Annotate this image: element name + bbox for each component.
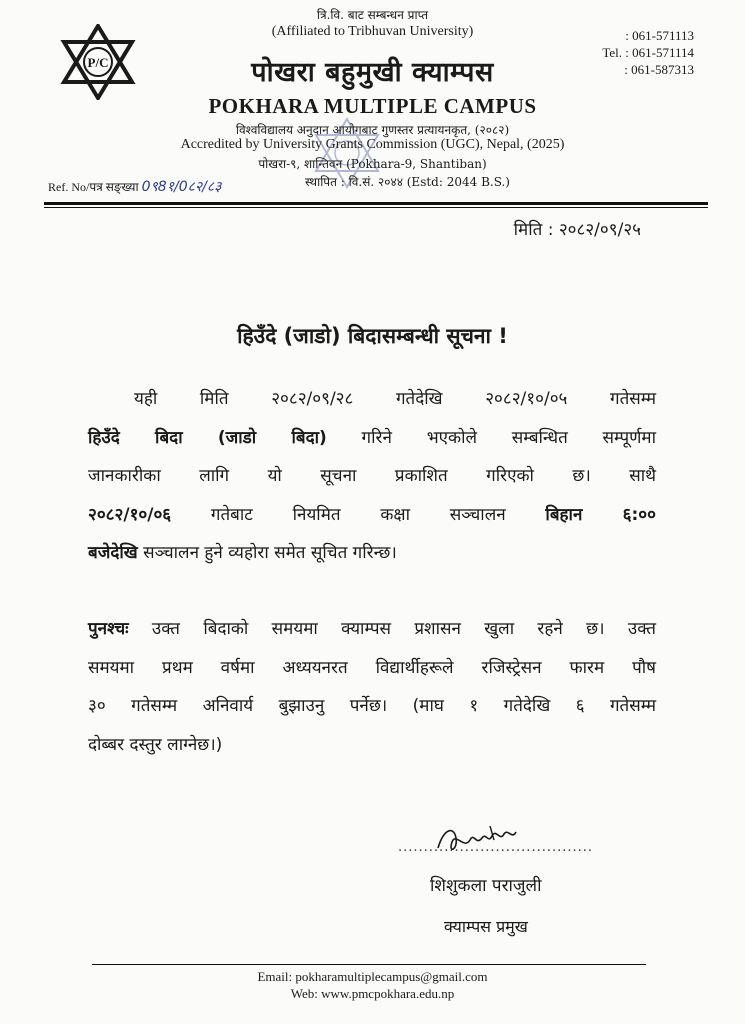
ref-value: 0९8१/0८२/८३ xyxy=(141,179,222,195)
accreditation-np: विश्वविद्यालय अनुदान आयोगबाट गुणस्तर प्रत्यायनकृत, (२०८२) xyxy=(235,123,510,137)
affiliation-np: त्रि.वि. बाट सम्बन्धन प्राप्त xyxy=(316,8,429,22)
notice-date: मिति : २०८२/०९/२५ xyxy=(513,220,641,240)
p1-line-5-rest: सञ्चालन हुने व्यहोरा समेत सूचित गरिन्छ। xyxy=(137,543,397,563)
p2-line-2: समयमा प्रथम वर्षमा अध्ययनरत विद्यार्थीहरूले रजिस्ट्रेसन फारम पौष xyxy=(88,657,656,678)
phone-2-row xyxy=(584,44,694,61)
tel-label: Tel. xyxy=(602,45,623,60)
ref-label: Ref. No/पत्र सङ्ख्या xyxy=(48,180,139,194)
established: स्थापित : वि.सं. २०४४ (Estd: 2044 B.S.) xyxy=(305,175,510,189)
footer-web: Web: www.pmcpokhara.edu.np xyxy=(290,986,455,1001)
footer-email: Email: pokharamultiplecampus@gmail.com xyxy=(257,969,488,984)
logo-text: P/C xyxy=(87,55,109,70)
p1-line-2-rest: गरिने भएकोले सम्बन्धित सम्पूर्णमा xyxy=(326,427,656,448)
p1-line-2-bold: हिउँदे बिदा (जाडो बिदा) xyxy=(88,427,327,448)
p1-line-1: यही मिति २०८२/०९/२८ गतेदेखि २०८२/१०/०५ गतेसम्म xyxy=(134,389,656,409)
p1-line-4 xyxy=(88,496,656,535)
header-rule-thin xyxy=(44,207,708,208)
phone-1: : 061-571113 xyxy=(625,28,694,43)
accreditation-en: Accredited by University Grants Commission (UGC), Nepal, (2025) xyxy=(180,137,565,152)
p2-line-1-rest: उक्त बिदाको समयमा क्याम्पस प्रशासन खुला रहने छ। उक्त xyxy=(128,619,656,639)
signatory-name: शिशुकला पराजुली xyxy=(430,876,542,896)
p2-line-3: ३० गतेसम्म अनिवार्य बुझाउनु पर्नेछ। (माघ १ गतेदेखि ६ गतेसम्म xyxy=(88,696,656,716)
notice-paragraph-1 xyxy=(88,380,656,573)
p1-line-5 xyxy=(88,534,656,573)
phone-block xyxy=(584,27,694,78)
p1-line-4-mid: गतेबाट नियमित कक्षा सञ्चालन xyxy=(171,504,546,525)
signatory-title: क्याम्पस प्रमुख xyxy=(444,917,528,936)
address: पोखरा-९, शान्तिवन (Pokhara-9, Shantiban) xyxy=(258,157,487,171)
p1-line-4-bold: २०८२/१०/०६ xyxy=(88,504,172,525)
phone-3: : 061-587313 xyxy=(624,62,694,77)
affiliation-en: (Affiliated to Tribhuvan University) xyxy=(271,24,474,39)
p1-line-3: जानकारीका लागि यो सूचना प्रकाशित गरिएको छ। साथै xyxy=(88,466,656,486)
footer-rule xyxy=(92,964,646,965)
notice-paragraph-2 xyxy=(88,610,656,764)
campus-name-en: POKHARA MULTIPLE CAMPUS xyxy=(208,94,537,118)
header-rule-thick xyxy=(44,202,708,205)
reference-number xyxy=(48,177,221,196)
p1-line-5-bold: बजेदेखि xyxy=(88,543,138,563)
signature-line: ...................................... xyxy=(398,840,594,855)
p2-line-1-bold: पुनश्चः xyxy=(88,619,129,639)
phone-2: : 061-571114 xyxy=(625,45,694,60)
p1-line-4-bold2: बिहान ६:०० xyxy=(545,504,656,525)
notice-title: हिउँदे (जाडो) बिदासम्बन्धी सूचना ! xyxy=(237,324,508,348)
p1-line-2 xyxy=(88,419,656,458)
campus-name-np: पोखरा बहुमुखी क्याम्पस xyxy=(251,57,494,88)
p2-line-1 xyxy=(88,610,656,649)
p2-line-4: दोब्बर दस्तुर लाग्नेछ।) xyxy=(88,734,223,755)
